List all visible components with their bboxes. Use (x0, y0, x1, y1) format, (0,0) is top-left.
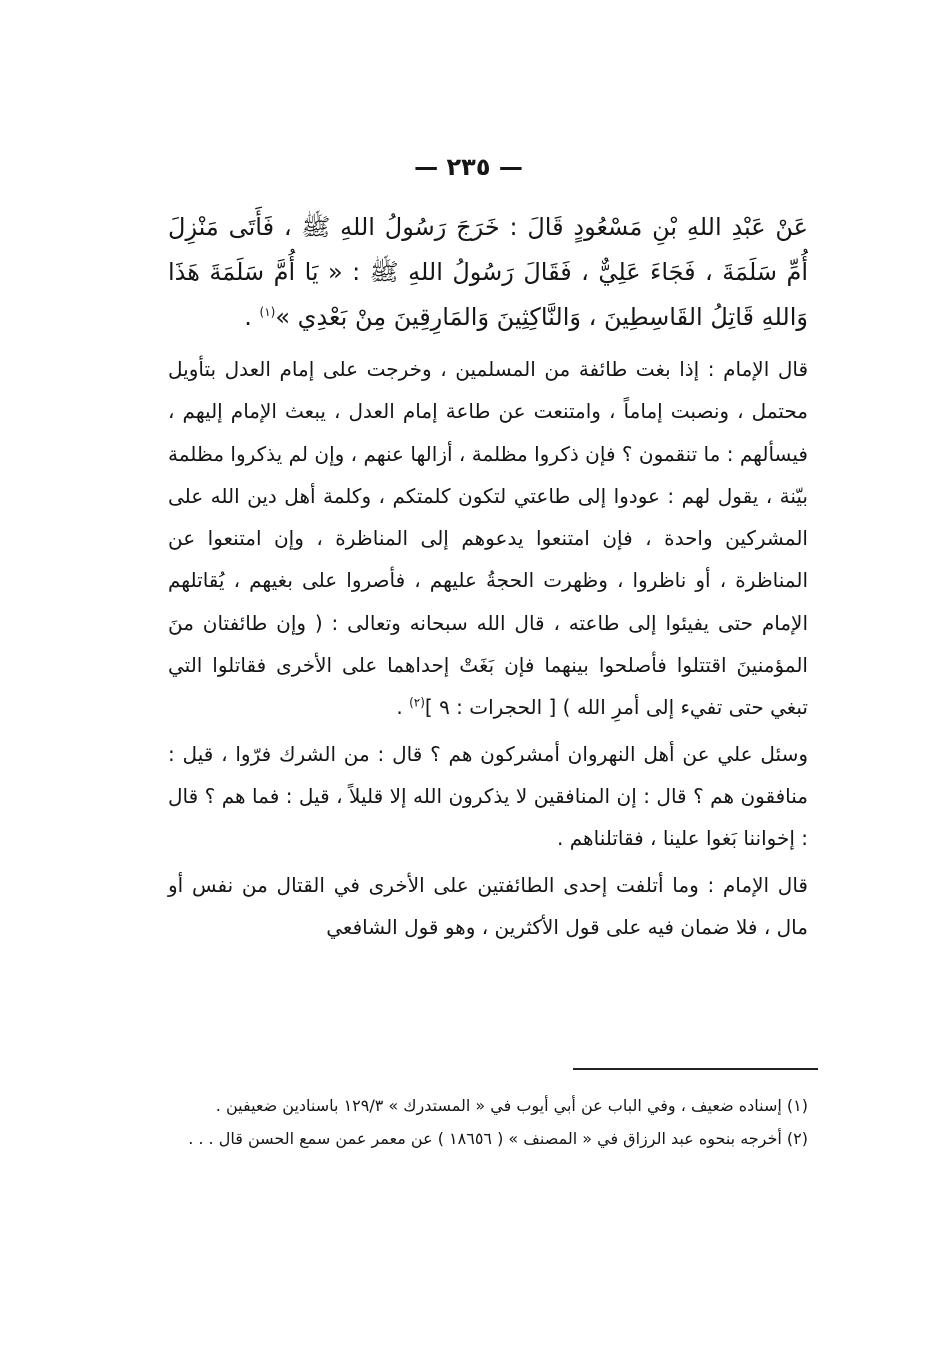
paragraph-text: وسئل علي عن أهل النهروان أمشركون هم ؟ قال : من الشرك فرّوا ، قيل : منافقون هم ؟ قال : إن المنافقين لا يذكرون الله إلا قليلاً ، قيل : فما هم ؟ قال : إخواننا بَغوا علينا ، فقاتلناهم . (168, 741, 808, 851)
paragraph-text: قال الإمام : إذا بغت طائفة من المسلمين ، وخرجت على إمام العدل بتأويل محتمل ، ونصبت إماماً ، وامتنعت عن طاعة إمام العدل ، يبعث الإمام إليهم ، فيسألهم : ما تنقمون ؟ فإن ذكروا مظلمة ، أزالها عنهم ، وإن لم يذكروا مظلمة بيّنة ، يقول لهم : عودوا إلى طاعتي لتكون كلمتكم ، وكلمة أهل دين الله على المشركين واحدة ، فإن امتنعوا يدعوهم إلى المناظرة ، وإن امتنعوا عن المناظرة ، أو ناظروا ، وظهرت الحجةُ عليهم ، فأصروا على بغيهم ، يُقاتلهم الإمام حتى يفيئوا إلى طاعته ، قال الله سبحانه وتعالى : ( وإن طائفتان منَ المؤمنينَ اقتتلوا فأصلحوا بينهما فإن بَغَتْ إحداهما على الأخرى فقاتلوا التي تبغي حتى تفيء إلى أمرِ الله ) [ الحجرات : ٩ ] (168, 357, 808, 720)
main-text (168, 205, 808, 952)
paragraph-damages (168, 864, 808, 949)
footnote-2: (٢) أخرجه بنحوه عبد الرزاق في « المصنف » ( ١٨٦٥٦ ) عن معمر عمن سمع الحسن قال . . . (188, 1129, 808, 1148)
hadith-text: عَنْ عَبْدِ اللهِ بْنِ مَسْعُودٍ قَالَ : خَرَجَ رَسُولُ اللهِ ﷺ ، فَأَتَى مَنْزِلَ أُمِّ سَلَمَةَ ، فَجَاءَ عَلِيٌّ ، فَقَالَ رَسُولُ اللهِ ﷺ : « يَا أُمَّ سَلَمَةَ هَذَا وَاللهِ قَاتِلُ القَاسِطِينَ ، وَالنَّاكِثِينَ وَالمَارِقِينَ مِنْ بَعْدِي » (168, 213, 808, 331)
footnote-ref-2: (٢) (409, 695, 425, 710)
paragraph-imam-rebels (168, 348, 808, 729)
hadith-paragraph (168, 205, 808, 340)
paragraph-nahrawan (168, 733, 808, 860)
footnotes (168, 1090, 808, 1156)
paragraph-end: . (396, 695, 410, 720)
hadith-end: . (244, 303, 260, 331)
paragraph-text: قال الإمام : وما أتلفت إحدى الطائفتين على الأخرى في القتال من نفس أو مال ، فلا ضمان فيه على قول الأكثرين ، وهو قول الشافعي (168, 872, 808, 939)
page-number: — ٢٣٥ — (414, 153, 523, 181)
footnote-divider (573, 1068, 818, 1070)
footnote-ref-1: (١) (259, 305, 276, 319)
footnote-1: (١) إسناده ضعيف ، وفي الباب عن أبي أيوب في « المستدرك » ١٢٩/٣ باسنادين ضعيفين . (215, 1096, 808, 1115)
